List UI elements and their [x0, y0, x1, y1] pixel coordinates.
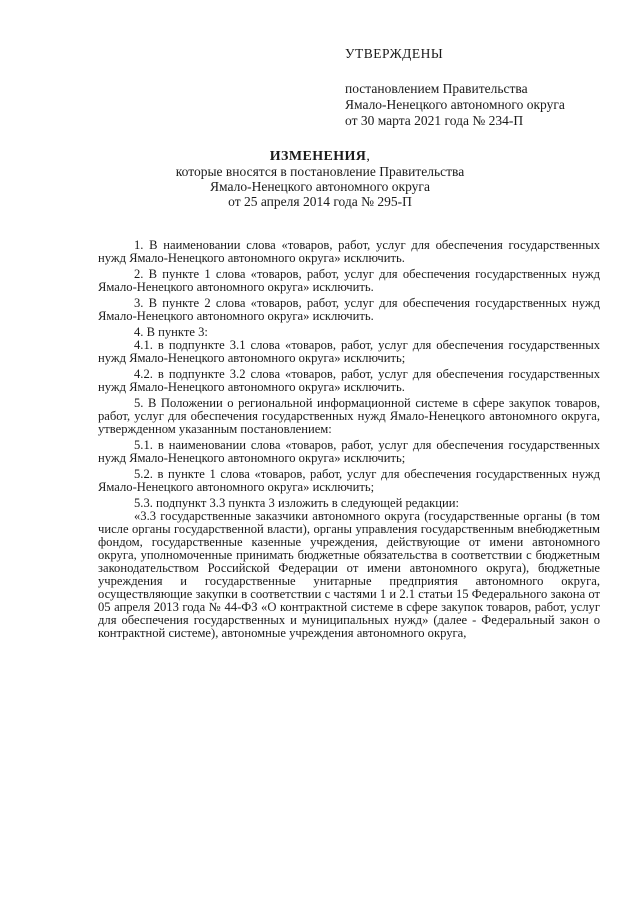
paragraph-4-2: 4.2. в подпункте 3.2 слова «товаров, работ, услуг для обеспечения государственных нужд Ямало-Ненецкого автономного округа» исключить.	[98, 367, 600, 394]
paragraph-5-2: 5.2. в пункте 1 слова «товаров, работ, услуг для обеспечения государственных нужд Ямало-Ненецкого автономного округа» исключить;	[98, 467, 600, 494]
heading-line-3: от 25 апреля 2014 года № 295-П	[228, 194, 412, 209]
heading-comma: ,	[366, 149, 371, 164]
approval-line-2: Ямало-Ненецкого автономного округа	[345, 97, 565, 112]
paragraph-2: 2. В пункте 1 слова «товаров, работ, услуг для обеспечения государственных нужд Ямало-Ненецкого автономного округа» исключить.	[98, 267, 600, 294]
approval-line-1: постановлением Правительства	[345, 81, 528, 96]
paragraph-5-1: 5.1. в наименовании слова «товаров, работ, услуг для обеспечения государственных нужд Ямало-Ненецкого автономного округа» исключить;	[98, 438, 600, 465]
paragraph-4: 4. В пункте 3:	[134, 325, 208, 339]
heading-line-2: Ямало-Ненецкого автономного округа	[210, 179, 430, 194]
approval-line-3: от 30 марта 2021 года № 234-П	[345, 113, 524, 128]
approval-title: УТВЕРЖДЕНЫ	[345, 46, 444, 61]
approval-block	[345, 46, 630, 129]
paragraph-quote: «3.3 государственные заказчики автономного округа (государственные органы (в том числе органы государственной власти), органы управления государственным внебюджетным фондом, государственные казенные учреждения, действующие от имени автономного округа, уполномоченные принимать бюджетные обязательства в соответствии с бюджетным законодательством Российской Федерации от имени автономного округа), бюджетные учреждения и государственные унитарные предприятия автономного округа, осуществляющие закупки в соответствии с частями 1 и 2.1 статьи 15 Федерального закона от 05 апреля 2013 года № 44-ФЗ «О контрактной системе в сфере закупок товаров, работ, услуг для обеспечения государственных и муниципальных нужд» (далее - Федеральный закон о контрактной системе), автономные учреждения автономного округа,	[98, 509, 600, 640]
paragraph-4-1: 4.1. в подпункте 3.1 слова «товаров, работ, услуг для обеспечения государственных нужд Ямало-Ненецкого автономного округа» исключить;	[98, 338, 600, 365]
document-body	[98, 239, 600, 643]
paragraph-5-3: 5.3. подпункт 3.3 пункта 3 изложить в следующей редакции:	[134, 496, 460, 510]
heading-title: ИЗМЕНЕНИЯ	[269, 149, 367, 164]
document-heading	[0, 149, 640, 209]
paragraph-5: 5. В Положении о региональной информационной системе в сфере закупок товаров, работ, услуг для обеспечения государственных нужд Ямало-Ненецкого автономного округа, утвержденном указанным постановлением:	[98, 396, 600, 436]
paragraph-1: 1. В наименовании слова «товаров, работ, услуг для обеспечения государственных нужд Ямало-Ненецкого автономного округа» исключить.	[98, 238, 600, 265]
paragraph-3: 3. В пункте 2 слова «товаров, работ, услуг для обеспечения государственных нужд Ямало-Ненецкого автономного округа» исключить.	[98, 296, 600, 323]
heading-title-line	[0, 149, 640, 164]
heading-line-1: которые вносятся в постановление Правительства	[175, 164, 465, 179]
